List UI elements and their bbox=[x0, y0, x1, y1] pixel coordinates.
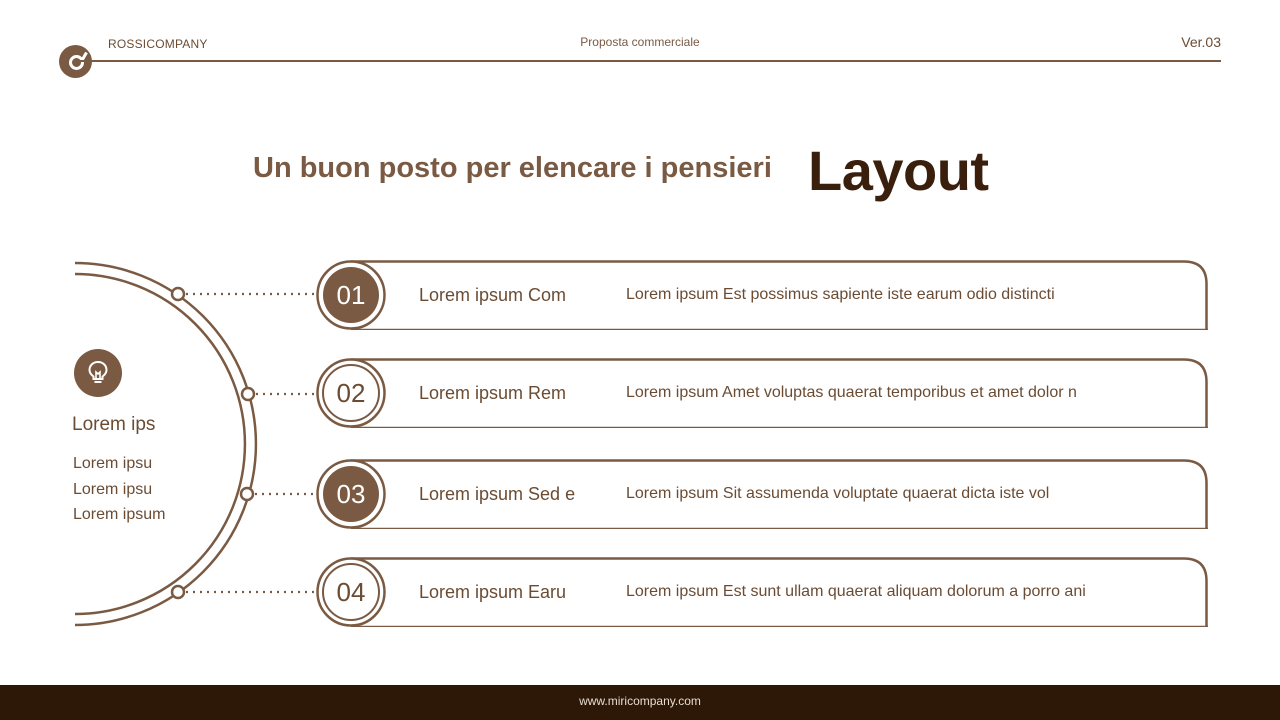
item-number: 04 bbox=[336, 577, 366, 607]
item-description: Lorem ipsum Sit assumenda voluptate quaerat dicta iste vol bbox=[626, 485, 1050, 502]
lightbulb-icon bbox=[74, 349, 122, 397]
inner-arc bbox=[75, 274, 245, 614]
slide-subtitle: Un buon posto per elencare i pensieri bbox=[253, 152, 772, 184]
node-02 bbox=[242, 388, 254, 400]
company-name: ROSSICOMPANY bbox=[108, 37, 208, 51]
list-item-04 bbox=[316, 557, 1208, 627]
node-03 bbox=[241, 488, 253, 500]
item-description: Lorem ipsum Est possimus sapiente iste earum odio distincti bbox=[626, 286, 1055, 303]
node-04 bbox=[172, 586, 184, 598]
item-number: 03 bbox=[336, 479, 366, 509]
item-label: Lorem ipsum Sed e bbox=[419, 484, 576, 504]
node-01 bbox=[172, 288, 184, 300]
item-description: Lorem ipsum Est sunt ullam quaerat aliquam dolorum a porro ani bbox=[626, 583, 1086, 600]
side-line-2: Lorem ipsu bbox=[73, 481, 153, 498]
slide-title: Layout bbox=[808, 139, 989, 202]
item-number: 02 bbox=[336, 378, 366, 408]
side-title: Lorem ips bbox=[72, 414, 156, 435]
item-label: Lorem ipsum Com bbox=[419, 285, 567, 305]
item-description: Lorem ipsum Amet voluptas quaerat temporibus et amet dolor n bbox=[626, 384, 1077, 401]
footer-url: www.miricompany.com bbox=[579, 694, 701, 708]
version-label: Ver.03 bbox=[1181, 34, 1221, 50]
list-item-01 bbox=[316, 260, 1208, 330]
side-line-1: Lorem ipsu bbox=[73, 455, 153, 472]
item-number: 01 bbox=[336, 280, 366, 310]
item-label: Lorem ipsum Earu bbox=[419, 582, 567, 602]
list-item-02 bbox=[316, 358, 1208, 428]
header-subtitle: Proposta commerciale bbox=[580, 35, 700, 49]
list-item-03 bbox=[316, 459, 1208, 529]
side-line-3: Lorem ipsum bbox=[73, 506, 166, 523]
footer-bar bbox=[0, 685, 1280, 720]
outer-arc bbox=[75, 263, 256, 625]
item-label: Lorem ipsum Rem bbox=[419, 383, 567, 403]
